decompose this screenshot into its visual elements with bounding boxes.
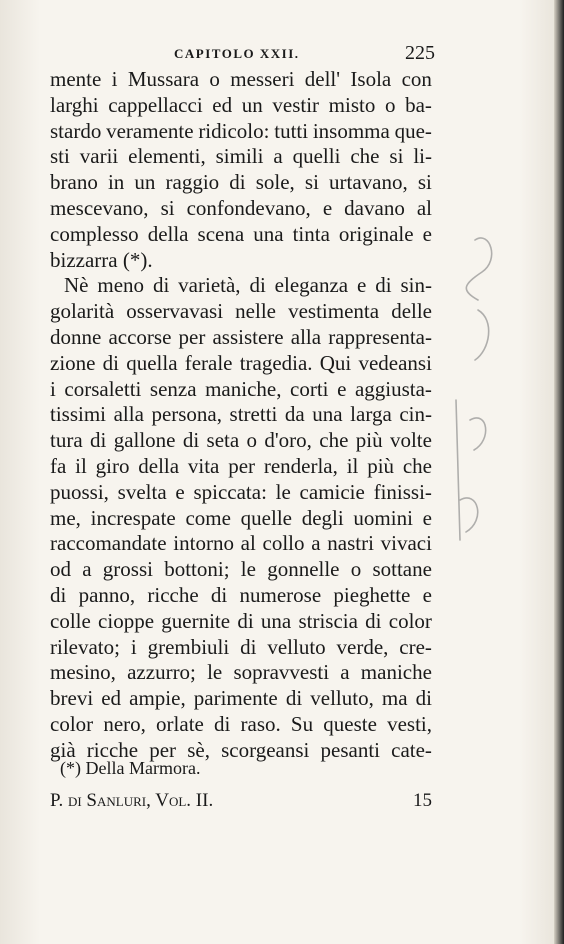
body-text: [50, 67, 432, 764]
signature-mark: P. di Sanluri, Vol. II.: [50, 790, 214, 811]
text-line: i corsaletti senza maniche, corti e aggiusta-: [50, 376, 432, 401]
text-line: brevi ed ampie, parimente di velluto, ma di: [50, 686, 432, 711]
text-line: color nero, orlate di raso. Su queste vesti,: [50, 711, 432, 736]
text-line: complesso della scena una tinta originale e: [50, 221, 432, 246]
text-line: di panno, ricche di numerose pieghette e: [50, 582, 432, 607]
marginal-annotation-image: [420, 200, 560, 600]
text-line: fa il giro della vita per renderla, il più che: [50, 453, 432, 478]
text-line: già ricche per sè, scorgeansi pesanti cate-: [50, 737, 432, 762]
text-line: zione di quella ferale tragedia. Qui vedeansi: [50, 350, 432, 375]
text-line: od a grossi bottoni; le gonnelle o sottane: [50, 557, 432, 582]
footnote: (*) Della Marmora.: [60, 758, 201, 778]
text-line: mesino, azzurro; le sopravvesti a maniche: [50, 660, 432, 685]
signature-number: 15: [413, 790, 432, 811]
text-line: sti varii elementi, simili a quelli che si li-: [50, 144, 432, 169]
running-header: [150, 42, 435, 66]
text-line: mente i Mussara o messeri dell' Isola con: [50, 67, 432, 91]
text-line: brano in un raggio di sole, si urtavano, si: [50, 170, 432, 195]
chapter-heading: CAPITOLO XXII.: [174, 46, 300, 61]
text-line: golarità osservavasi nelle vestimenta delle: [50, 299, 432, 324]
text-line: rilevato; i grembiuli di velluto verde, cre-: [50, 634, 432, 659]
text-line: mescevano, si confondevano, e davano al: [50, 195, 432, 220]
text-line: tura di gallone di seta o d'oro, che più volte: [50, 428, 432, 453]
text-line: Nè meno di varietà, di eleganza e di sin-: [64, 273, 432, 298]
page-number: 225: [405, 42, 435, 64]
text-line: puossi, svelta e spiccata: le camicie finissi-: [50, 479, 432, 504]
text-line: colle cioppe guernite di una striscia di color: [50, 608, 432, 633]
signature-line: [50, 790, 432, 812]
text-line: raccomandate intorno al collo a nastri vivaci: [50, 531, 432, 556]
text-line: donne accorse per assistere alla rappresenta-: [50, 324, 432, 349]
text-line: me, increspate come quelle degli uomini e: [50, 505, 432, 530]
text-line: larghi cappellacci ed un vestir misto o ba-: [50, 92, 432, 117]
text-line: stardo veramente ridicolo: tutti insomma que-: [50, 118, 432, 143]
text-line: bizzarra (*).: [50, 247, 153, 272]
text-line: tissimi alla persona, stretti da una larga cin-: [50, 402, 432, 427]
